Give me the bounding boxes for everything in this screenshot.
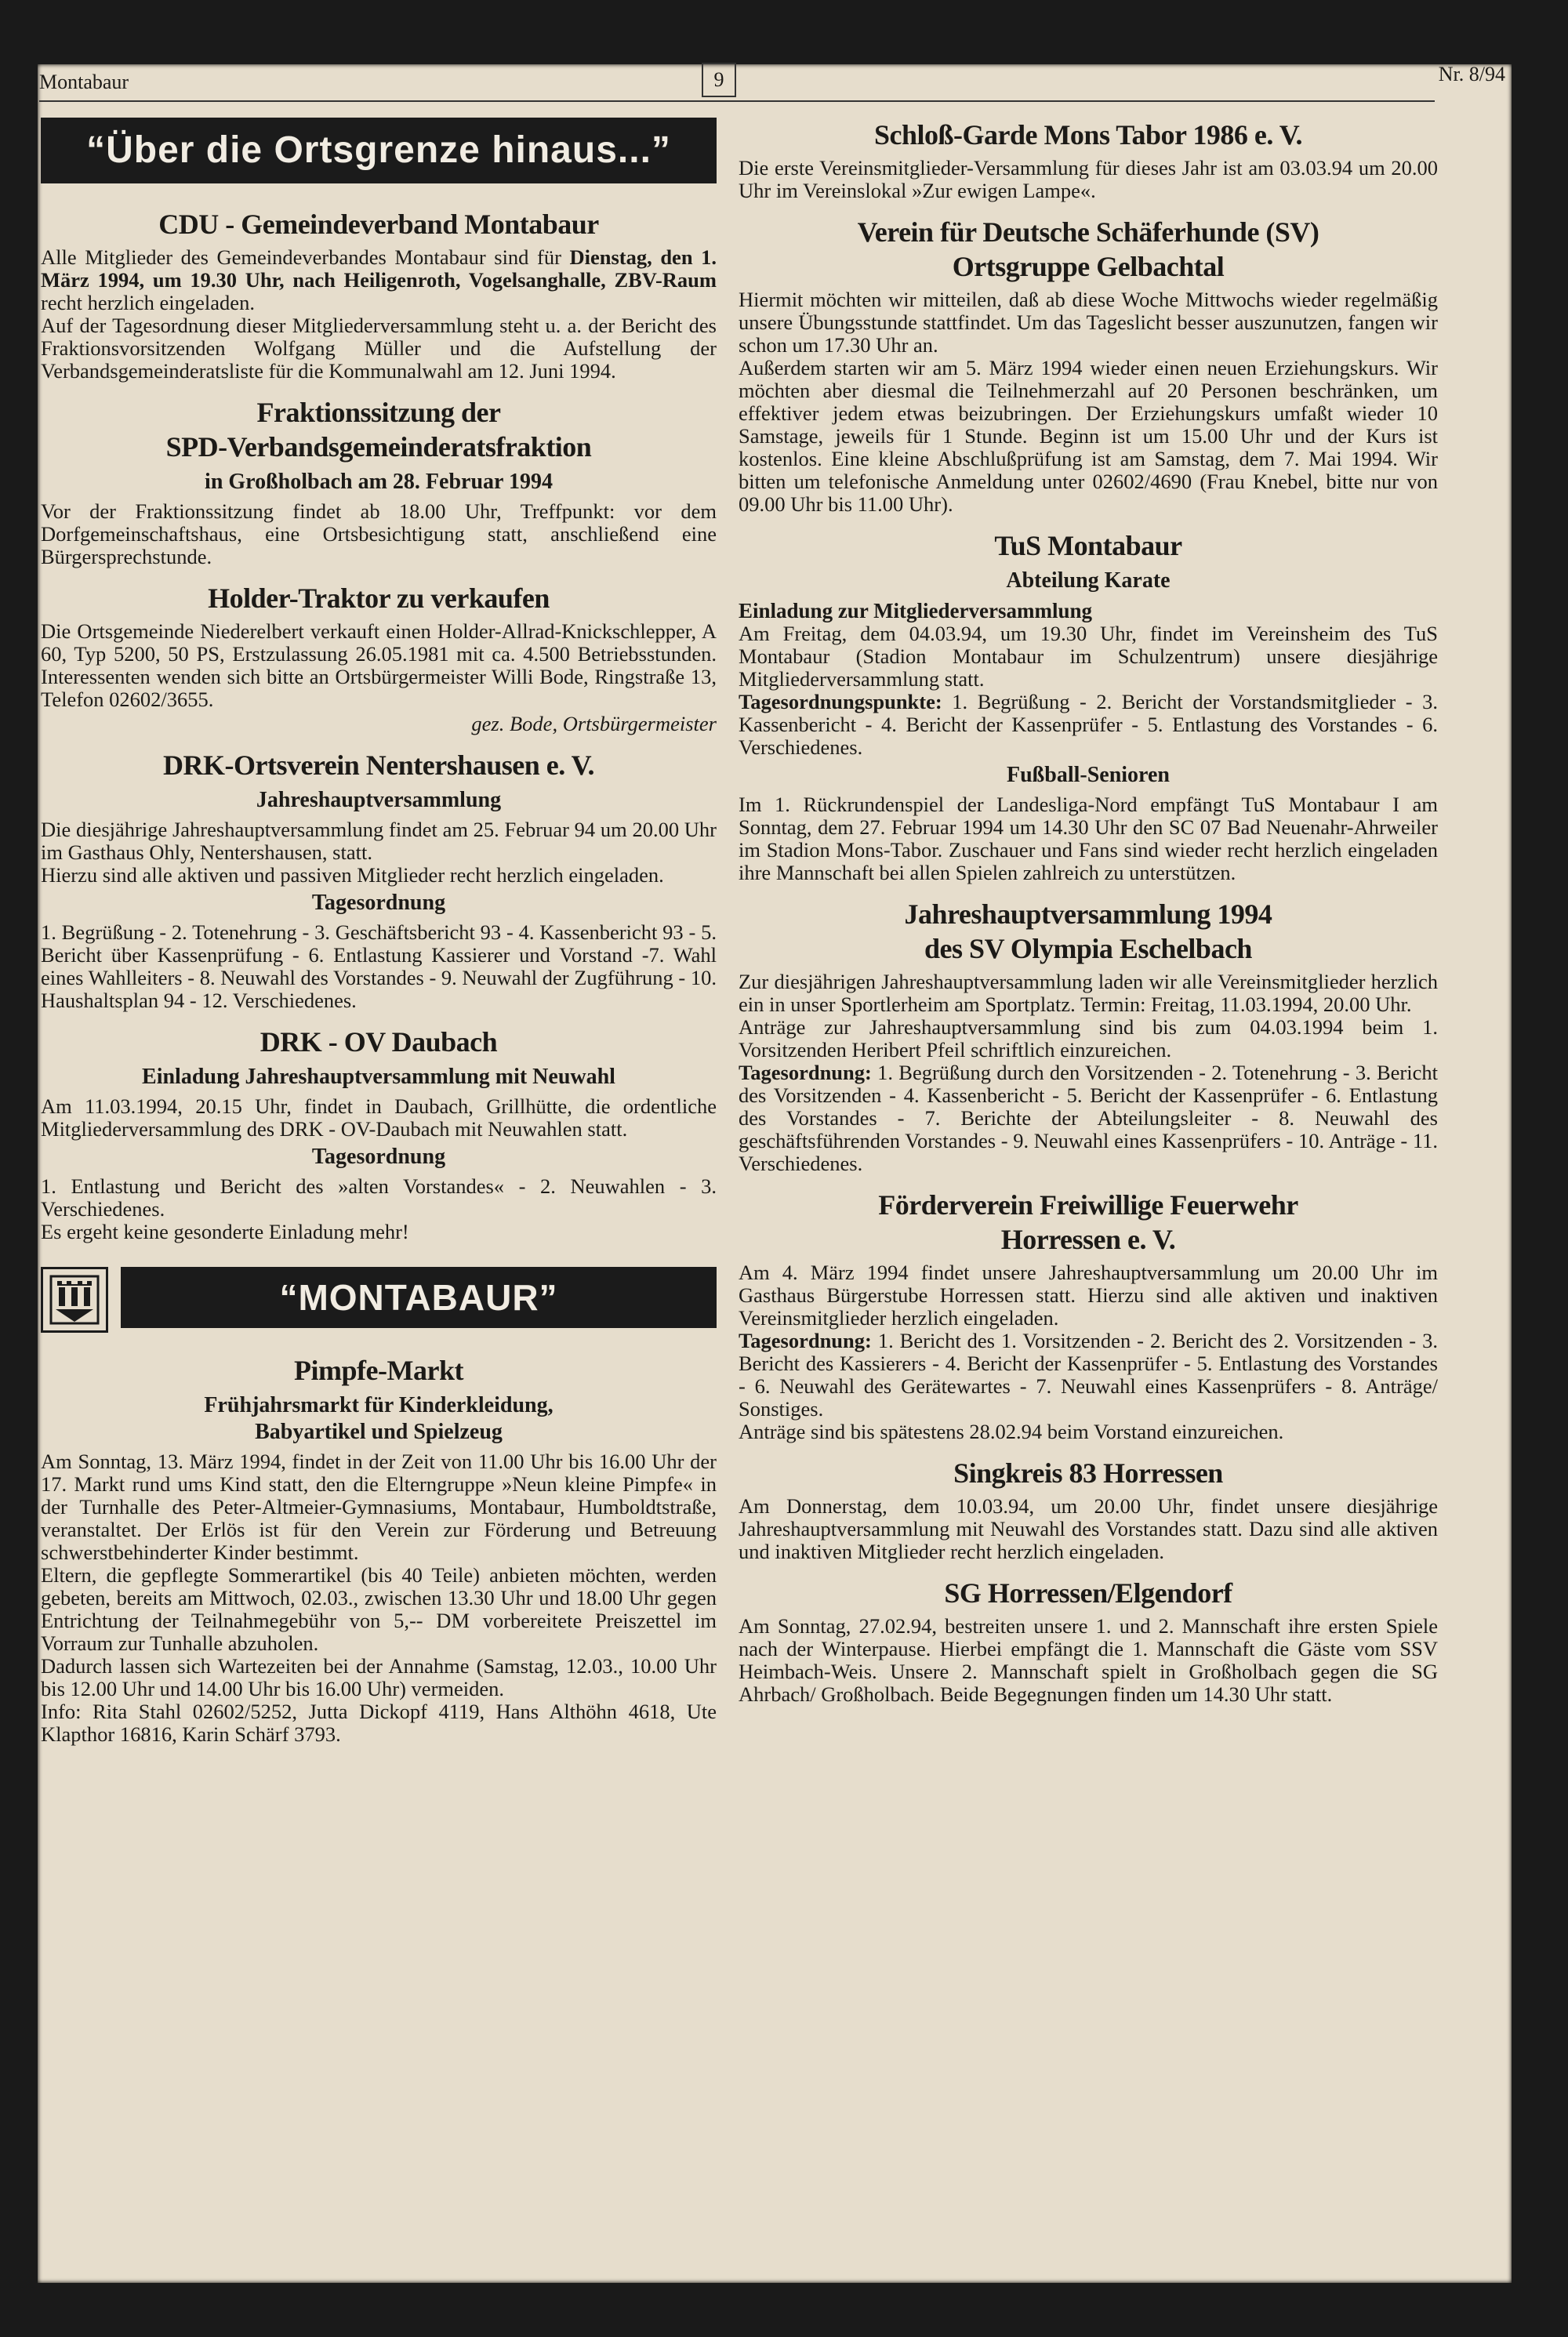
article-text: Am Sonntag, 13. März 1994, findet in der Zeit von 11.00 Uhr bis 16.00 Uhr der 17. Markt rund ums Kind statt, den die Elterngruppe »Neun kleine Pimpfe« in der Turnhalle des Peter-Altmeier-Gymnasiums, Montabaur, Humboldtstraße, veranstaltet. Der Erlös ist für den Verein zur Förderung und Betreuung schwerstbehinderter Kinder bestimmt. [41, 1450, 717, 1564]
article-text: Tagesordnungspunkte: 1. Begrüßung - 2. Bericht der Vorstandsmitglieder - 3. Kassenbericht - 4. Bericht der Kassenprüfer - 5. Entlastung des Vorstandes - 6. Verschiedenes. [739, 690, 1438, 759]
article-title: Jahreshauptversammlung 1994 [904, 898, 1272, 930]
article-title: DRK-Ortsverein Nentershausen e. V. [163, 749, 594, 781]
article-text: Am Donnerstag, dem 10.03.94, um 20.00 Uhr, findet unsere diesjährige Jahreshauptversammlung mit Neuwahl des Vorstandes statt. Dazu sind alle aktiven und inaktiven Mitglieder recht herzlich eingeladen. [739, 1494, 1438, 1563]
article-title: Holder-Traktor zu verkaufen [208, 582, 550, 614]
article-title: Schloß-Garde Mons Tabor 1986 e. V. [873, 119, 1303, 151]
article-text: Alle Mitglieder des Gemeindeverbandes Montabaur sind für Dienstag, den 1. März 1994, um 19.30 Uhr, nach Heiligenroth, Vogelsanghalle, ZBV-Raum recht herzlich eingeladen. [41, 245, 717, 314]
agenda-text: 1. Entlastung und Bericht des »alten Vorstandes« - 2. Neuwahlen - 3. Verschiedenes. [41, 1174, 717, 1221]
article-heading: Einladung zur Mitgliederversammlung [739, 599, 1093, 622]
article-schaeferhunde [739, 215, 1438, 516]
town-crest-icon [41, 1267, 108, 1333]
article-text: Hiermit möchten wir mitteilen, daß ab diese Woche Mittwochs wieder regelmäßig unsere Übungsstunde stattfindet. Um das Tageslicht besser auszunutzen, fangen wir schon um 17.30 Uhr an. [739, 288, 1438, 357]
article-subtitle: Babyartikel und Spielzeug [255, 1420, 503, 1444]
article-title: Pimpfe-Markt [294, 1355, 463, 1386]
article-text: Dadurch lassen sich Wartezeiten bei der Annahme (Samstag, 12.03., 10.00 Uhr bis 12.00 Uhr und 14.00 Uhr bis 16.00 Uhr) vermeiden. [41, 1654, 717, 1700]
article-text: Vor der Fraktionssitzung findet ab 18.00 Uhr, Treffpunkt: vor dem Dorfgemeinschaftshaus, eine Ortsbesichtigung statt, anschließend eine Bürgersprechstunde. [41, 499, 717, 568]
article-text: Die Ortsgemeinde Niederelbert verkauft einen Holder-Allrad-Knickschlepper, A 60, Typ 5200, 50 PS, Erstzulassung 26.05.1981 mit ca. 4.500 Betriebsstunden. Interessenten wenden sich bitte an Ortsbürgermeister Willi Bode, Ringstraße 13, Telefon 02602/3655. [41, 619, 717, 711]
article-title: DRK - OV Daubach [260, 1026, 498, 1058]
article-singkreis [739, 1456, 1438, 1563]
article-title: Fraktionssitzung der [256, 397, 501, 428]
article-text: Am 11.03.1994, 20.15 Uhr, findet in Daubach, Grillhütte, die ordentliche Mitgliederversammlung des DRK - OV-Daubach mit Neuwahlen statt. [41, 1094, 717, 1141]
article-olympia-eschelbach [739, 897, 1438, 1175]
article-text: Anträge zur Jahreshauptversammlung sind bis zum 04.03.1994 beim 1. Vorsitzenden Heribert Pfeil schriftlich einzureichen. [739, 1015, 1438, 1061]
agenda-text: 1. Begrüßung - 2. Totenehrung - 3. Geschäftsbericht 93 - 4. Kassenbericht 93 - 5. Bericht über Kassenprüfung - 6. Entlastung Kassierer und Vorstand -7. Wahl eines Wahlleiters - 8. Neuwahl des Vorstandes - 9. Neuwahl der Zugführung - 10. Haushaltsplan 94 - 12. Verschiedenes. [41, 920, 717, 1012]
article-subtitle: Abteilung Karate [1006, 568, 1171, 593]
article-text: Zur diesjährigen Jahreshauptversammlung laden wir alle Vereinsmitglieder herzlich ein in unser Sportlerheim am Sportplatz. Termin: Freitag, 11.03.1994, 20.00 Uhr. [739, 970, 1438, 1016]
article-title: Verein für Deutsche Schäferhunde (SV) [857, 216, 1319, 248]
article-title: Singkreis 83 Horressen [953, 1457, 1223, 1489]
article-text: Am Freitag, dem 04.03.94, um 19.30 Uhr, findet im Vereinsheim des TuS Montabaur (Stadion Montabaur im Schulzentrum) unsere diesjährige Mitgliederversammlung statt. [739, 622, 1438, 691]
article-title: TuS Montabaur [994, 530, 1182, 561]
article-subtitle: Einladung Jahreshauptversammlung mit Neuwahl [142, 1065, 615, 1089]
article-spd [41, 395, 717, 568]
article-title: Horressen e. V. [1000, 1224, 1176, 1255]
agenda-title: Tagesordnung [311, 1145, 446, 1169]
article-text: Eltern, die gepflegte Sommerartikel (bis 40 Teile) anbieten möchten, werden gebeten, bereits am Mittwoch, 02.03., zwischen 13.30 Uhr und 18.00 Uhr gegen Entrichtung der Teilnahmegebühr von 5,-- DM vorbereitete Preiszettel im Vorraum zur Tunhalle abzuholen. [41, 1563, 717, 1655]
section-banner-ortsgrenze: “Über die Ortsgrenze hinaus...” [41, 118, 717, 183]
montabaur-banner-row [41, 1267, 717, 1333]
article-subtitle: Frühjahrsmarkt für Kinderkleidung, [204, 1393, 554, 1417]
article-drk-daubach [41, 1025, 717, 1243]
article-title: CDU - Gemeindeverband Montabaur [158, 209, 599, 240]
article-subtitle: in Großholbach am 28. Februar 1994 [205, 470, 553, 494]
article-text: Am 4. März 1994 findet unsere Jahreshauptversammlung um 20.00 Uhr im Gasthaus Bürgerstube Horressen statt. Hierzu sind alle aktiven und inaktiven Vereinsmitglieder herzlich eingeladen. [739, 1261, 1438, 1330]
article-text: Hierzu sind alle aktiven und passiven Mitglieder recht herzlich eingeladen. [41, 863, 664, 887]
article-title: Förderverein Freiwillige Feuerwehr [878, 1189, 1298, 1221]
section-banner-montabaur: “MONTABAUR” [121, 1267, 717, 1328]
article-cdu [41, 207, 717, 383]
article-pimpfe-markt [41, 1353, 717, 1746]
article-text: Auf der Tagesordnung dieser Mitgliederversammlung steht u. a. der Bericht des Fraktionsvorsitzenden Wolfgang Müller und die Aufstellung der Verbandsgemeinderatsliste für die Kommunalwahl am 12. Juni 1994. [41, 314, 717, 383]
article-text: Am Sonntag, 27.02.94, bestreiten unsere 1. und 2. Mannschaft ihre ersten Spiele nach der Winterpause. Hierbei empfängt die 1. Mannschaft die Gäste vom SSV Heimbach-Weis. Unsere 2. Mannschaft spielt in Großholbach gegen die SG Ahrbach/ Großholbach. Beide Begegnungen finden um 14.30 Uhr statt. [739, 1614, 1438, 1706]
issue-number: Nr. 8/94 [1438, 63, 1505, 85]
page-number: 9 [702, 63, 736, 97]
signature: gez. Bode, Ortsbürgermeister [471, 712, 717, 735]
article-subtitle: Jahreshauptversammlung [256, 788, 502, 812]
article-text: Im 1. Rückrundenspiel der Landesliga-Nord empfängt TuS Montabaur I am Sonntag, dem 27. Februar 1994 um 14.30 Uhr den SC 07 Bad Neuenahr-Ahrweiler im Stadion Mons-Tabor. Zuschauer und Fans sind wieder recht herzlich eingeladen ihre Mannschaft bei allen Spielen zahlreich zu unterstützen. [739, 793, 1438, 884]
article-text: Es ergeht keine gesonderte Einladung mehr! [41, 1220, 409, 1243]
article-text: Tagesordnung: 1. Begrüßung durch den Vorsitzenden - 2. Totenehrung - 3. Bericht des Vorsitzenden - 4. Kassenbericht - 5. Bericht der Kassenprüfer - 6. Entlastung des Vorstandes - 7. Berichte der Abteilungsleiter - 8. Neuwahl des geschäftsführenden Vorstandes - 9. Neuwahl eines Kassenprüfers - 10. Anträge - 11. Verschiedenes. [739, 1061, 1438, 1175]
article-text: Die diesjährige Jahreshauptversammlung findet am 25. Februar 94 um 20.00 Uhr im Gasthaus Ohly, Nentershausen, statt. [41, 818, 717, 864]
left-column [41, 118, 717, 1758]
article-sg-horressen [739, 1576, 1438, 1706]
article-tus-montabaur [739, 528, 1438, 884]
article-title: Ortsgruppe Gelbachtal [952, 251, 1225, 282]
article-text: Anträge sind bis spätestens 28.02.94 beim Vorstand einzureichen. [739, 1420, 1284, 1443]
article-title: SPD-Verbandsgemeinderatsfraktion [165, 431, 592, 463]
article-text: Die erste Vereinsmitglieder-Versammlung für dieses Jahr ist am 03.03.94 um 20.00 Uhr im Vereinslokal »Zur ewigen Lampe«. [739, 156, 1438, 202]
article-subtitle: Fußball-Senioren [1007, 763, 1170, 787]
header-left: Montabaur [39, 71, 129, 93]
article-schloss-garde [739, 118, 1438, 202]
article-drk-nentershausen [41, 748, 717, 1012]
article-text: Außerdem starten wir am 5. März 1994 wieder einen neuen Erziehungskurs. Wir möchten aber diesmal die Teilnehmerzahl auf 20 Personen beschränken, um effektiver jedem etwas beizubringen. Der Erziehungskurs umfaßt wieder 10 Samstage, jeweils für 1 Stunde. Beginn ist um 15.00 Uhr und der Kurs ist kostenlos. Eine kleine Abschlußprüfung ist am Samstag, dem 7. Mai 1994. Wir bitten um telefonische Anmeldung unter 02602/4690 (Frau Knebel, bitte nur von 09.00 Uhr bis 11.00 Uhr). [739, 356, 1438, 516]
article-feuerwehr-horressen [739, 1188, 1438, 1443]
article-title: des SV Olympia Eschelbach [924, 933, 1252, 964]
right-column [739, 118, 1438, 1718]
header-rule [39, 100, 1435, 102]
article-text: Tagesordnung: 1. Bericht des 1. Vorsitzenden - 2. Bericht des 2. Vorsitzenden - 3. Bericht des Kassierers - 4. Bericht der Kassenprüfer - 5. Entlastung des Vorstandes - 6. Neuwahl des Gerätewartes - 7. Neuwahl eines Kassenprüfers - 8. Anträge/ Sonstiges. [739, 1329, 1438, 1421]
article-text: Info: Rita Stahl 02602/5252, Jutta Dickopf 4119, Hans Althöhn 4618, Ute Klapthor 16816, Karin Schärf 3793. [41, 1700, 717, 1746]
agenda-title: Tagesordnung [311, 891, 446, 915]
article-holder [41, 581, 717, 735]
article-title: SG Horressen/Elgendorf [944, 1577, 1232, 1609]
